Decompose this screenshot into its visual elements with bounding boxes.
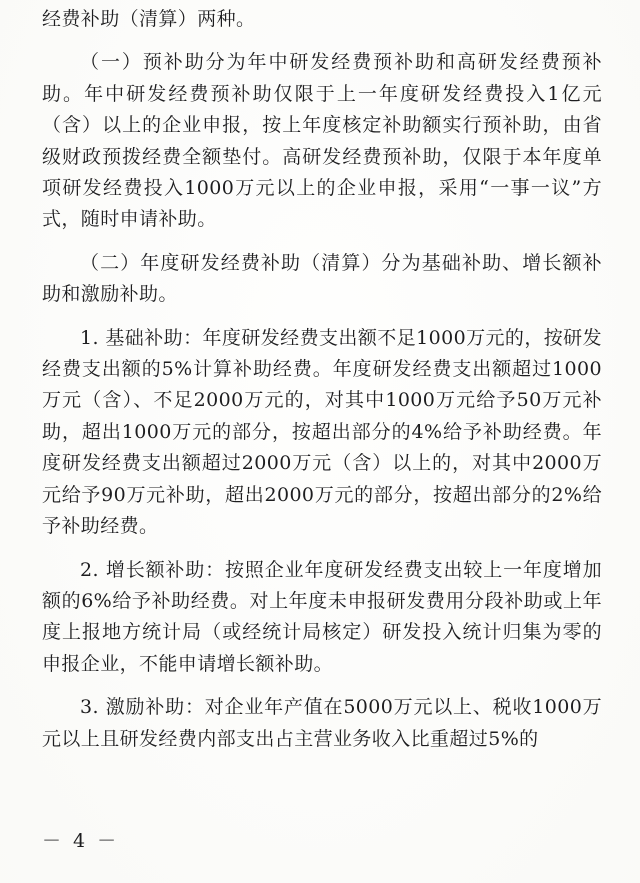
paragraph-annual-subsidy: （二）年度研发经费补助（清算）分为基础补助、增长额补助和激励补助。 (42, 251, 602, 306)
page-number: － 4 － (42, 830, 120, 852)
document-body (42, 4, 602, 755)
paragraph-growth-subsidy: 2. 增长额补助：按照企业年度研发经费支出较上一年度增加额的6%给予补助经费。对上年度未申报研发费用分段补助或上年度上报地方统计局（或经统计局核定）研发投入统计归集为零的申报企业，不能申请增长额补助。 (42, 558, 602, 675)
paragraph-pre-subsidy: （一）预补助分为年中研发经费预补助和高研发经费预补助。年中研发经费预补助仅限于上一年度研发经费投入1亿元（含）以上的企业申报，按上年度核定补助额实行预补助，由省级财政预拨经费全额垫付。高研发经费预补助，仅限于本年度单项研发经费投入1000万元以上的企业申报，采用“一事一议”方式，随时申请补助。 (42, 51, 602, 231)
paragraph-continuation: 经费补助（清算）两种。 (42, 8, 256, 30)
paragraph-incentive-subsidy: 3. 激励补助：对企业年产值在5000万元以上、税收1000万元以上且研发经费内部支出占主营业务收入比重超过5%的 (42, 696, 602, 750)
paragraph-basic-subsidy: 1. 基础补助：年度研发经费支出额不足1000万元的，按研发经费支出额的5%计算补助经费。年度研发经费支出额超过1000万元（含）、不足2000万元的，对其中1000万元给予50万元补助，超出1000万元的部分，按超出部分的4%给予补助经费。年度研发经费支出额超过2000万元（含）以上的，对其中2000万元给予90万元补助，超出2000万元的部分，按超出部分的2%给予补助经费。 (42, 326, 602, 538)
